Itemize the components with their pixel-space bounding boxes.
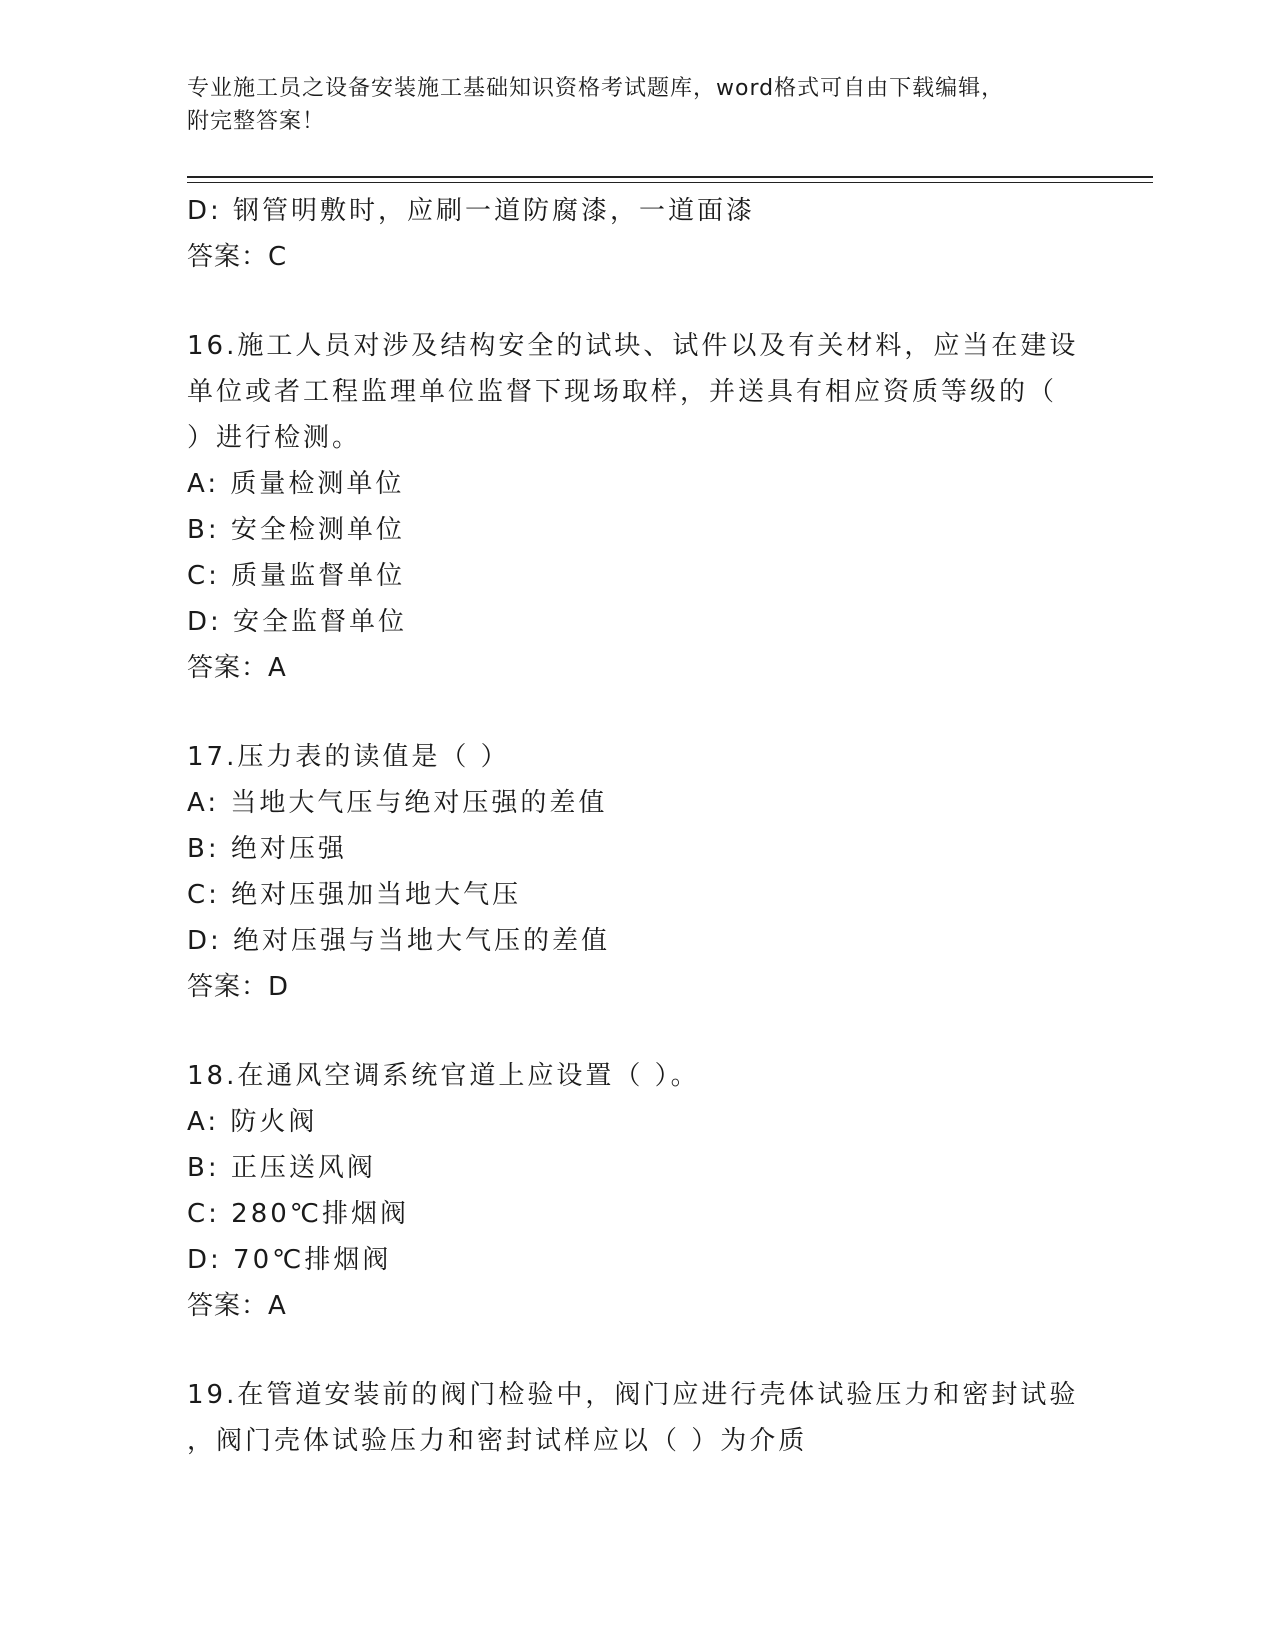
question-16-option-d: D: 安全监督单位 bbox=[187, 607, 408, 637]
question-17-option-a: A: 当地大气压与绝对压强的差值 bbox=[187, 788, 608, 818]
question-16-answer: 答案：A bbox=[187, 653, 287, 683]
question-16-option-b: B: 安全检测单位 bbox=[187, 515, 405, 545]
question-17-option-b: B: 绝对压强 bbox=[187, 834, 347, 864]
question-17-option-d: D: 绝对压强与当地大气压的差值 bbox=[187, 926, 611, 956]
document-header bbox=[187, 72, 1147, 138]
question-16-option-c: C: 质量监督单位 bbox=[187, 561, 406, 591]
question-16-line-3: ）进行检测。 bbox=[187, 423, 362, 453]
question-17 bbox=[187, 734, 1127, 1010]
question-17-line-1: 17.压力表的读值是（ ） bbox=[187, 742, 510, 772]
spacer bbox=[187, 1329, 1127, 1372]
question-19-line-1: 19.在管道安装前的阀门检验中，阀门应进行壳体试验压力和密封试验 bbox=[187, 1380, 1079, 1410]
question-18 bbox=[187, 1053, 1127, 1329]
question-16-option-a: A: 质量检测单位 bbox=[187, 469, 405, 499]
question-18-answer: 答案：A bbox=[187, 1291, 287, 1321]
header-divider-thick bbox=[187, 176, 1153, 178]
question-18-option-d: D: 70℃排烟阀 bbox=[187, 1245, 392, 1275]
question-16-line-2: 单位或者工程监理单位监督下现场取样，并送具有相应资质等级的（ bbox=[187, 377, 1058, 407]
question-16-line-1: 16.施工人员对涉及结构安全的试块、试件以及有关材料，应当在建设 bbox=[187, 331, 1079, 361]
question-17-option-c: C: 绝对压强加当地大气压 bbox=[187, 880, 522, 910]
header-divider-thin bbox=[187, 182, 1153, 183]
spacer bbox=[187, 1010, 1127, 1053]
header-line-2: 附完整答案！ bbox=[187, 109, 326, 134]
spacer bbox=[187, 280, 1127, 323]
spacer bbox=[187, 691, 1127, 734]
header-line-1: 专业施工员之设备安装施工基础知识资格考试题库，word格式可自由下载编辑， bbox=[187, 76, 1005, 101]
question-18-line-1: 18.在通风空调系统官道上应设置（ ）。 bbox=[187, 1061, 700, 1091]
question-16 bbox=[187, 323, 1127, 691]
carryover-answer: 答案：C bbox=[187, 242, 288, 272]
question-18-option-b: B: 正压送风阀 bbox=[187, 1153, 376, 1183]
carryover-option-d: D: 钢管明敷时，应刷一道防腐漆，一道面漆 bbox=[187, 196, 756, 226]
question-18-option-c: C: 280℃排烟阀 bbox=[187, 1199, 410, 1229]
question-19-line-2: ，阀门壳体试验压力和密封试样应以（ ）为介质 bbox=[187, 1426, 808, 1456]
question-19 bbox=[187, 1372, 1127, 1464]
question-18-option-a: A: 防火阀 bbox=[187, 1107, 318, 1137]
question-content bbox=[187, 188, 1127, 1464]
question-17-answer: 答案：D bbox=[187, 972, 290, 1002]
